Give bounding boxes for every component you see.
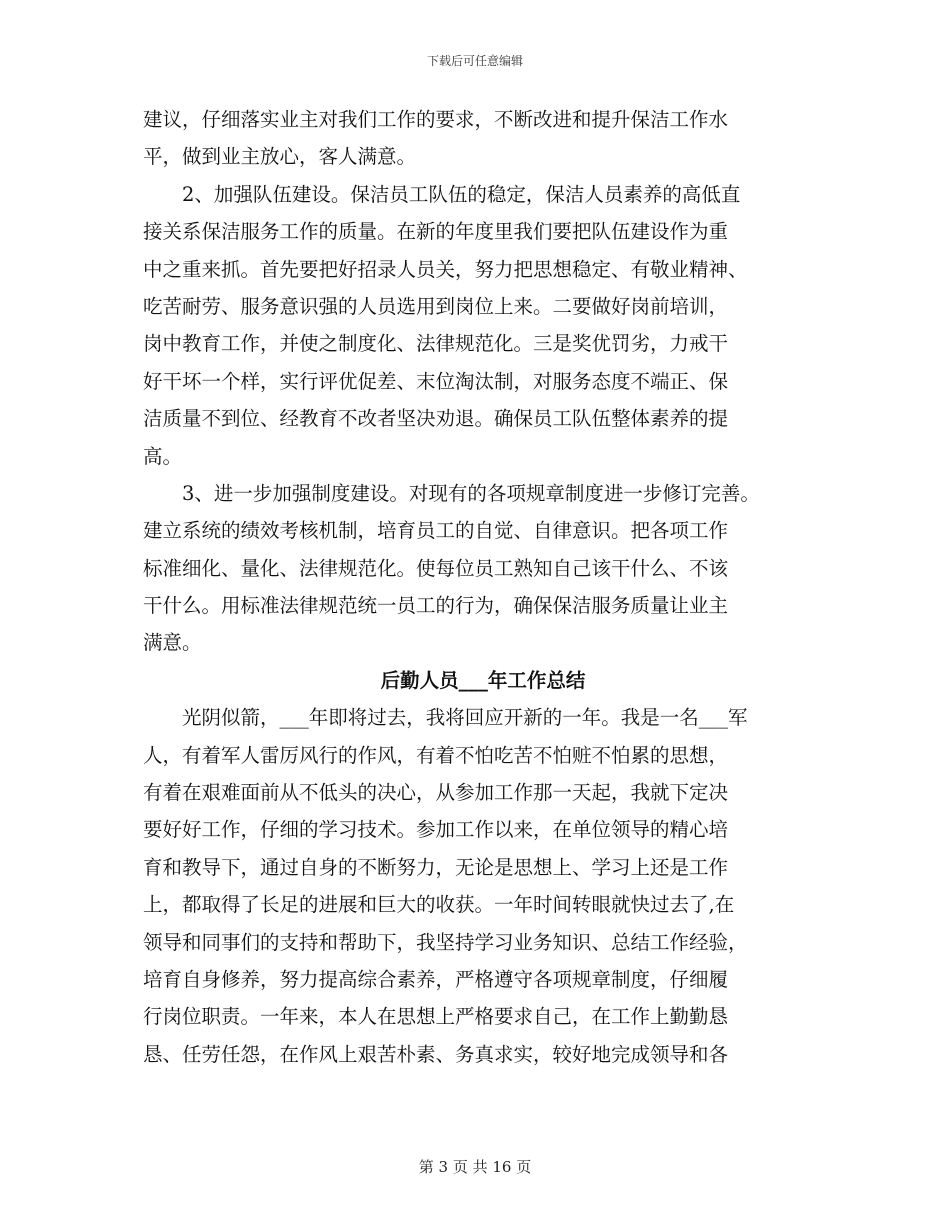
page-number: 第 3 页 共 16 页 [418,1158,532,1176]
text-line: 有着在艰难面前从不低头的决心，从参加工作那一天起，我就下定决 [143,781,729,805]
text-line: 上，都取得了长足的进展和巨大的收获。一年时间转眼就快过去了,在 [143,893,735,917]
paragraph-start-line: 光阴似箭，___年即将过去，我将回应开新的一年。我是一名___军 [182,706,748,730]
text-line: 培育自身修养，努力提高综合素养，严格遵守各项规章制度，仔细履 [143,967,729,991]
text-line: 岗中教育工作，并使之制度化、法律规范化。三是奖优罚劣，力戒干 [143,332,729,356]
document-body [143,101,823,1073]
text-line: 育和教导下，通过自身的不断努力，无论是思想上、学习上还是工作 [143,855,729,879]
text-line: 标准细化、量化、法律规范化。使每位员工熟知自己该干什么、不该 [143,556,729,580]
text-line: 建议，仔细落实业主对我们工作的要求，不断改进和提升保洁工作水 [143,108,729,131]
text-line: 领导和同事们的支持和帮助下，我坚持学习业务知识、总结工作经验， [143,930,748,954]
paragraph-start-line: 2、加强队伍建设。保洁员工队伍的稳定，保洁人员素养的高低直 [182,182,741,206]
text-line: 人，有着军人雷厉风行的作风，有着不怕吃苦不怕赃不怕累的思想， [143,743,729,767]
text-line: 高。 [143,444,183,468]
text-line: 接关系保洁服务工作的质量。在新的年度里我们要把队伍建设作为重 [143,220,729,244]
text-line: 要好好工作，仔细的学习技术。参加工作以来，在单位领导的精心培 [143,818,729,842]
header-note: 下载后可任意编辑 [426,54,523,68]
section-title: 后勤人员___年工作总结 [380,668,586,692]
text-line: 吃苦耐劳、服务意识强的人员选用到岗位上来。二要做好岗前培训， [143,294,729,318]
text-line: 恳、任劳任怨，在作风上艰苦朴素、务真求实，较好地完成领导和各 [143,1042,729,1066]
text-line: 中之重来抓。首先要把好招录人员关，努力把思想稳定、有敬业精神、 [143,257,748,281]
text-line: 洁质量不到位、经教育不改者坚决劝退。确保员工队伍整体素养的提 [143,407,729,431]
text-line: 干什么。用标准法律规范统一员工的行为，确保保洁服务质量让业主 [143,594,729,618]
text-line: 平，做到业主放心，客人满意。 [143,145,417,169]
text-line: 建立系统的绩效考核机制，培育员工的自觉、自律意识。把各项工作 [143,519,729,543]
text-line: 好干坏一个样，实行评优促差、末位淘汰制，对服务态度不端正、保 [143,369,729,393]
text-line: 行岗位职责。一年来，本人在思想上严格要求自己，在工作上勤勤恳 [143,1005,729,1029]
paragraph-start-line: 3、进一步加强制度建设。对现有的各项规章制度进一步修订完善。 [182,481,760,505]
text-line: 满意。 [143,631,202,655]
